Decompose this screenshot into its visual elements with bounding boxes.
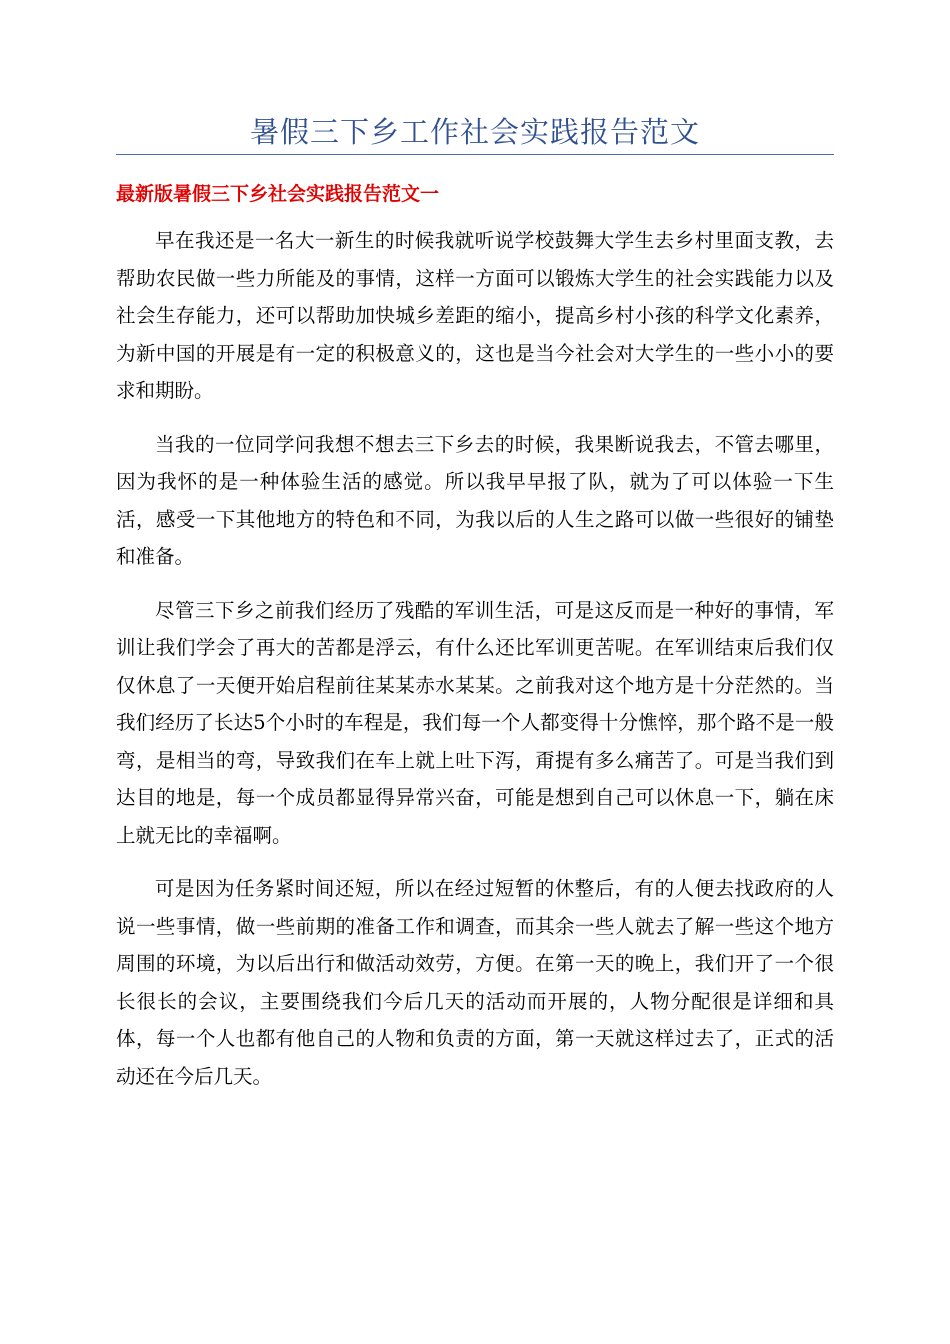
title-underline bbox=[116, 154, 834, 155]
paragraph-4: 可是因为任务紧时间还短，所以在经过短暂的休整后，有的人便去找政府的人说一些事情，做一些前期的准备工作和调查，而其余一些人就去了解一些这个地方周围的环境，为以后出行和做活动效劳，方便。在第一天的晚上，我们开了一个很长很长的会议，主要围绕我们今后几天的活动而开展的，人物分配很是详细和具体，每一个人也都有他自己的人物和负责的方面，第一天就这样过去了，正式的活动还在今后几天。 bbox=[116, 877, 834, 1088]
paragraph-3: 尽管三下乡之前我们经历了残酷的军训生活，可是这反而是一种好的事情，军训让我们学会了再大的苦都是浮云，有什么还比军训更苦呢。在军训结束后我们仅仅休息了一天便开始启程前往某某赤水某某。之前我对这个地方是十分茫然的。当我们经历了长达5个小时的车程是，我们每一个人都变得十分憔悴，那个路不是一般弯，是相当的弯，导致我们在车上就上吐下泻，甭提有多么痛苦了。可是当我们到达目的地是，每一个成员都显得异常兴奋，可能是想到自己可以休息一下，躺在床上就无比的幸福啊。 bbox=[116, 598, 834, 847]
section-heading: 最新版暑假三下乡社会实践报告范文一 bbox=[116, 183, 440, 205]
paragraph-1: 早在我还是一名大一新生的时候我就听说学校鼓舞大学生去乡村里面支教，去帮助农民做一些力所能及的事情，这样一方面可以锻炼大学生的社会实践能力以及社会生存能力，还可以帮助加快城乡差距的缩小，提高乡村小孩的科学文化素养，为新中国的开展是有一定的积极意义的，这也是当今社会对大学生的一些小小的要求和期盼。 bbox=[116, 229, 834, 402]
paragraph-2: 当我的一位同学问我想不想去三下乡去的时候，我果断说我去，不管去哪里，因为我怀的是一种体验生活的感觉。所以我早早报了队，就为了可以体验一下生活，感受一下其他地方的特色和不同，为我以后的人生之路可以做一些很好的铺垫和准备。 bbox=[116, 432, 834, 568]
document-title: 暑假三下乡工作社会实践报告范文 bbox=[249, 115, 700, 149]
body-text bbox=[116, 222, 834, 1111]
